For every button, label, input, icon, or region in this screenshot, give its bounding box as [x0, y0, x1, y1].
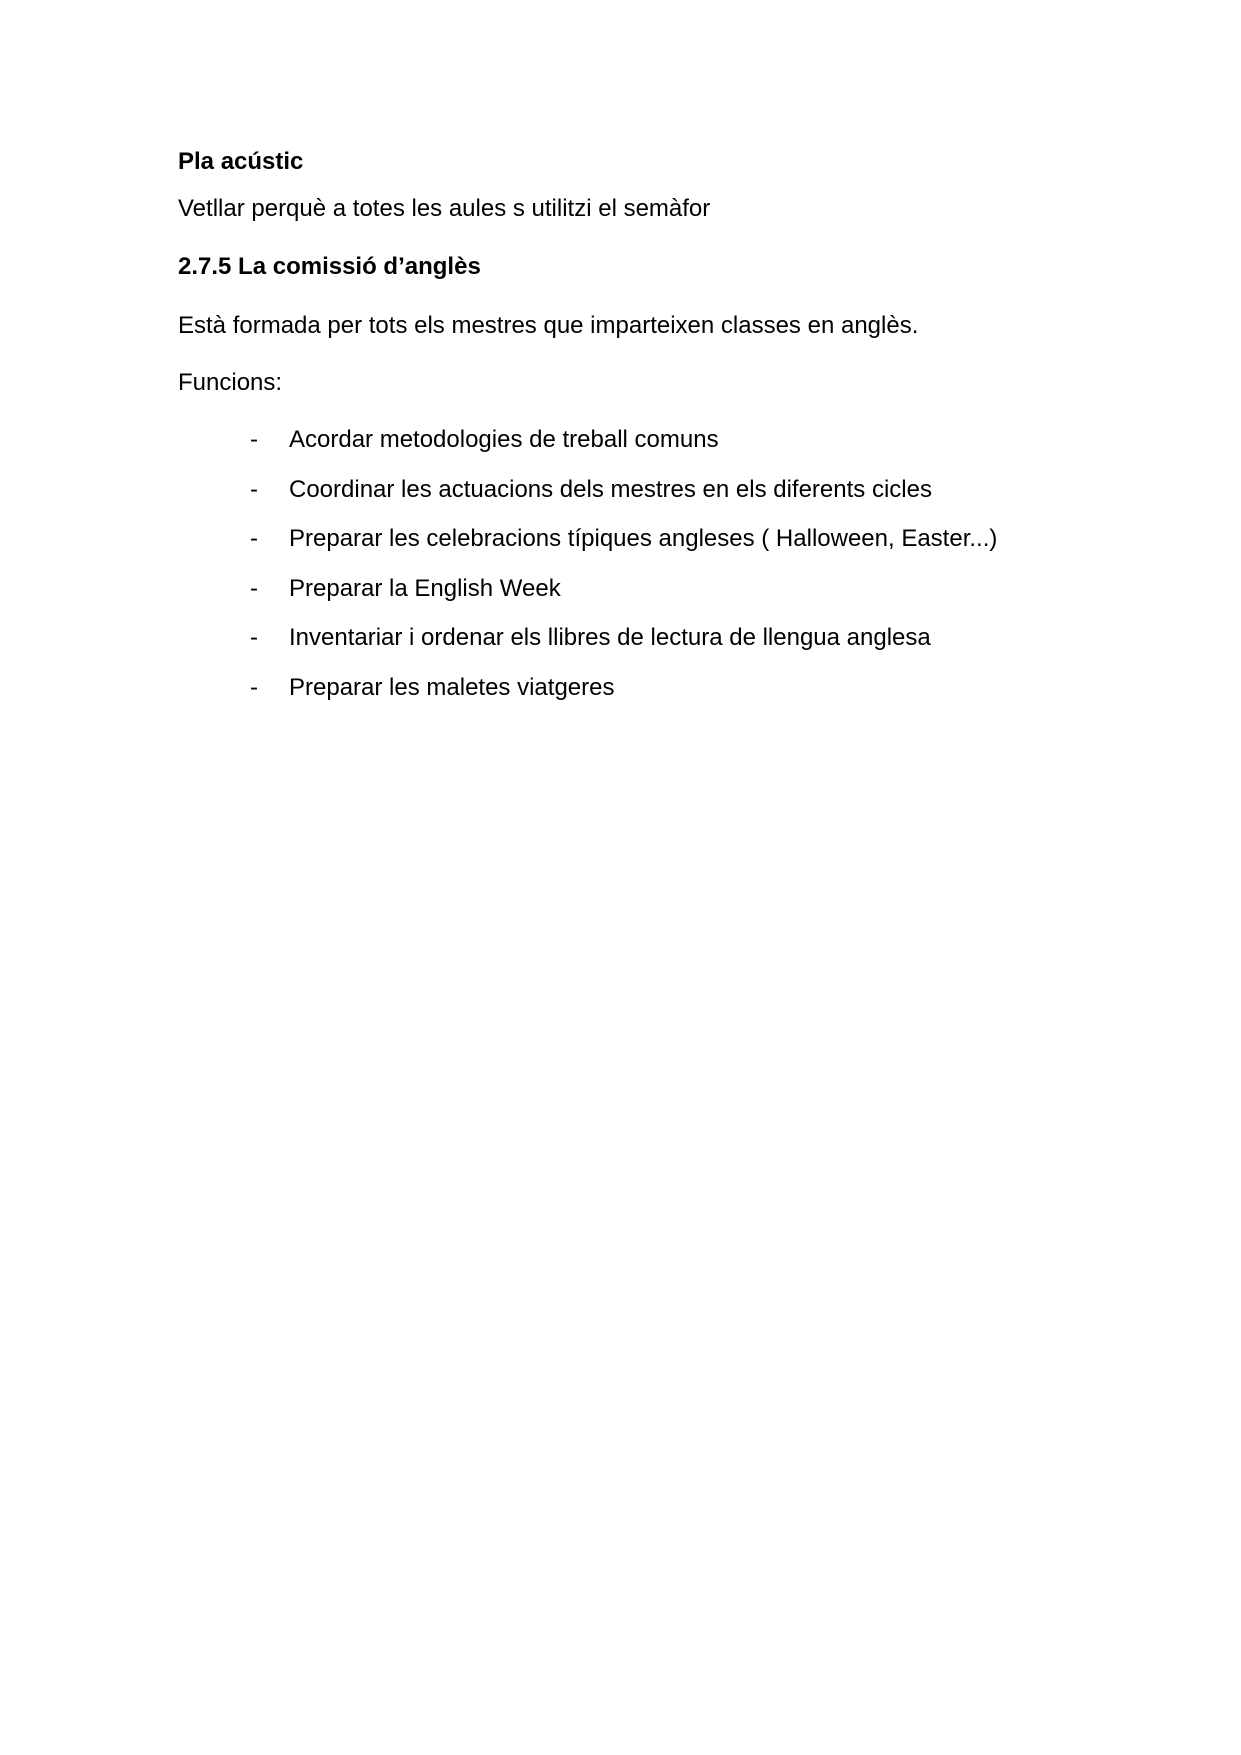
list-item-text: Coordinar les actuacions dels mestres en els diferents cicles	[289, 476, 932, 503]
bullet-dash: -	[250, 525, 258, 552]
functions-label: Funcions:	[178, 369, 283, 396]
list-item-text: Acordar metodologies de treball comuns	[289, 426, 719, 453]
bullet-dash: -	[250, 476, 258, 503]
bullet-dash: -	[250, 575, 258, 602]
list-item-text: Preparar les celebracions típiques angleses ( Halloween, Easter...)	[289, 525, 998, 552]
section-heading-pla-acustic: Pla acústic	[178, 148, 304, 175]
bullet-dash: -	[250, 674, 258, 701]
bullet-dash: -	[250, 426, 258, 453]
list-item-text: Inventariar i ordenar els llibres de lectura de llengua anglesa	[289, 624, 931, 651]
bullet-dash: -	[250, 624, 258, 651]
paragraph-semafor: Vetllar perquè a totes les aules s utilitzi el semàfor	[178, 195, 711, 222]
list-item-text: Preparar les maletes viatgeres	[289, 674, 615, 701]
section-heading-comissio-angles: 2.7.5 La comissió d’anglès	[178, 253, 481, 280]
list-item-text: Preparar la English Week	[289, 575, 561, 602]
paragraph-composition: Està formada per tots els mestres que imparteixen classes en anglès.	[178, 312, 919, 339]
